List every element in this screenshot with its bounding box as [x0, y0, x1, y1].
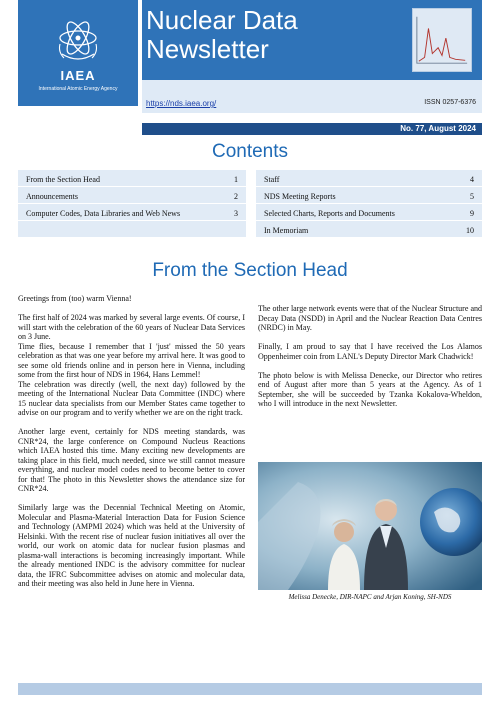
article-right-column — [258, 304, 482, 418]
paragraph: Time flies, because I remember that I 'just' missed the 50 years celebration as that was one year before my arrival here. It was good to see some old friends online and in person here in Vienna, including some from the first hour of NDS in 1964, Hans Lemmel! — [18, 341, 245, 379]
toc-item-title: NDS Meeting Reports — [264, 192, 336, 201]
toc-item-page: 4 — [470, 175, 474, 184]
paragraph: Finally, I am proud to say that I have received the Los Alamos Oppenheimer coin from LANL's Deputy Director Mark Chadwick! — [258, 342, 482, 361]
toc-right-column — [256, 170, 482, 238]
toc-item[interactable] — [256, 204, 482, 221]
atom-emblem-icon — [56, 14, 100, 64]
iaea-logo — [18, 0, 138, 106]
toc-item-title: In Memoriam — [264, 226, 309, 235]
logo-wordmark: IAEA — [60, 68, 96, 83]
footer-bar — [18, 683, 482, 695]
title-line-1: Nuclear Data — [146, 5, 298, 35]
greeting: Greetings from (too) warm Vienna! — [18, 294, 132, 303]
paragraph: Another large event, certainly for NDS meeting standards, was CNR*24, the large conference on Compound Nucleus Reactions which IAEA hosted this time. Many exciting new developments are taking place in this field, much needed, since we still cannot measure everything, and nuclear model codes need to become better to cover for that! The photo in this Newsletter shows the attendance size for CNR*24. — [18, 427, 245, 493]
article-left-column — [18, 294, 245, 598]
url-strip — [142, 80, 482, 113]
toc-item[interactable] — [256, 187, 482, 204]
toc-item[interactable] — [18, 204, 246, 221]
toc-item-page: 2 — [234, 192, 238, 201]
toc-item-page: 9 — [470, 209, 474, 218]
toc-empty-row — [18, 221, 246, 238]
paragraph: Similarly large was the Decennial Technical Meeting on Atomic, Molecular and Plasma-Material Interaction Data for Fusion Science and Technology (AMPMI 2024) which was held at the University of Helsinki. With the recent rise of nuclear fusion initiatives all over the world, our work on atomic data for nuclear fusion plasmas and plasma-wall interactions is becoming increasingly important. While the already mentioned INDC is the advisory committee for nuclear data, the IFRC Subcommittee advises on atomic and molecular data, and their meeting was also held in June here in Vienna. — [18, 503, 245, 588]
toc-left-column — [18, 170, 246, 238]
toc-item-title: Selected Charts, Reports and Documents — [264, 209, 395, 218]
logo-agency-name: International Atomic Energy Agency — [38, 86, 118, 92]
website-link[interactable]: https://nds.iaea.org/ — [146, 99, 217, 108]
toc-item-page: 1 — [234, 175, 238, 184]
toc-item-title: Computer Codes, Data Libraries and Web News — [26, 209, 181, 218]
toc-item-title: Staff — [264, 175, 280, 184]
issue-number: No. 77, August 2024 — [400, 124, 476, 133]
title-line-2: Newsletter — [146, 34, 269, 64]
toc-item-page: 5 — [470, 192, 474, 201]
masthead — [18, 0, 482, 133]
issn-number: ISSN 0257-6376 — [424, 99, 476, 106]
spectrum-graph-icon — [412, 8, 472, 72]
issue-bar — [142, 123, 482, 135]
toc-item[interactable] — [18, 170, 246, 187]
toc-item-page: 3 — [234, 209, 238, 218]
title-banner — [142, 0, 482, 80]
staff-photo — [258, 462, 482, 590]
toc-item[interactable] — [256, 221, 482, 238]
photo-caption: Melissa Denecke, DIR-NAPC and Arjan Koning, SH-NDS — [288, 593, 452, 601]
paragraph: The celebration was directly (well, the next day) followed by the meeting of the International Nuclear Data Committee (INDC) where 15 nuclear data specialists from our Member States came together to advise on our program and to verify whether we are on the right track. — [18, 379, 245, 417]
paragraph: The first half of 2024 was marked by several large events. Of course, I will start with the celebration of the 60 years of Nuclear Data Services on 3 June. — [18, 313, 245, 341]
toc-item[interactable] — [18, 187, 246, 204]
toc-item-title: Announcements — [26, 192, 78, 201]
contents-heading: Contents — [211, 141, 289, 162]
toc-item-title: From the Section Head — [26, 175, 100, 184]
paragraph: The other large network events were that of the Nuclear Structure and Decay Data (NSDD) in April and the Nuclear Reaction Data Centres (NRDC) in May. — [258, 304, 482, 332]
toc-item[interactable] — [256, 170, 482, 187]
section-heading: From the Section Head — [152, 260, 348, 281]
toc-item-page: 10 — [466, 226, 474, 235]
newsletter-title — [146, 6, 298, 64]
paragraph: The photo below is with Melissa Denecke, our Director who retires end of August after more than 5 years at the Agency. As of 1 September, she will be succeeded by Tzanka Kokalova-Wheldon, who I will introduce in the next Newsletter. — [258, 370, 482, 408]
